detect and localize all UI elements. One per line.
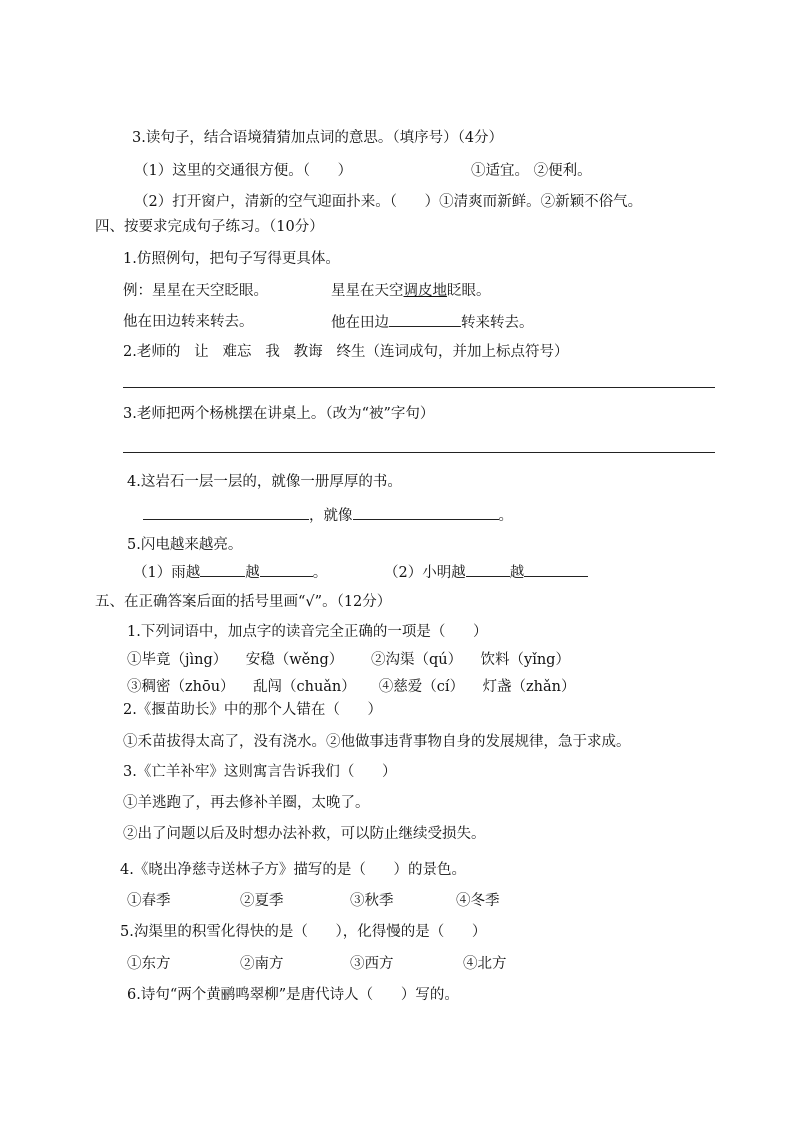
s4-q5-b: （2）小明越 越 <box>384 562 588 583</box>
s4-q2: 2.老师的 让 难忘 我 教诲 终生（连词成句，并加上标点符号） <box>123 344 569 360</box>
s4-q3-answer-line[interactable] <box>123 452 715 453</box>
q3-sentence-2: （2）打开窗户，清新的空气迎面扑来。（ ）①清爽而新鲜。②新颖不俗气。 <box>134 194 643 210</box>
s5-q5-option-1: ①东方 <box>127 956 171 972</box>
s4-q4: 4.这岩石一层一层的，就像一册厚厚的书。 <box>127 474 402 490</box>
s5-q3: 3.《亡羊补牢》这则寓言告诉我们（ ） <box>123 764 397 780</box>
s5-q1-options-row-2: ③稠密（zhōu） 乱闯（chuǎn） ④慈爱（cí） 灯盏（zhǎn） <box>127 679 576 695</box>
s4-example-d: 他在田边 转来转去。 <box>331 312 534 333</box>
s4-q4-blank-1[interactable] <box>143 505 309 520</box>
s4-q4-blanks: ，就像 。 <box>143 505 513 526</box>
section-4-heading: 四、按要求完成句子练习。（10分） <box>95 219 324 235</box>
q3-title: 3.读句子，结合语境猜猜加点词的意思。（填序号）（4分） <box>132 130 504 146</box>
s4-q5: 5.闪电越来越亮。 <box>127 537 243 553</box>
s4-example-a: 例：星星在天空眨眼。 <box>123 283 268 299</box>
s4-q5-a: （1）雨越 越 。 <box>133 562 327 583</box>
s4-q3: 3.老师把两个杨桃摆在讲桌上。（改为“被”字句） <box>123 406 435 422</box>
q3-sentence-1-options: ①适宜。 ②便利。 <box>471 163 592 179</box>
s5-q4-option-2: ②夏季 <box>240 893 284 909</box>
s5-q5-option-4: ④北方 <box>463 956 507 972</box>
s4-example-c: 他在田边转来转去。 <box>123 314 254 330</box>
s5-q1: 1.下列词语中，加点字的读音完全正确的一项是（ ） <box>127 624 488 640</box>
q3-sentence-1: （1）这里的交通很方便。（ ） <box>134 163 353 179</box>
s5-q3-option-b: ②出了问题以后及时想办法补救，可以防止继续受损失。 <box>123 826 486 842</box>
s5-q6: 6.诗句“两个黄鹂鸣翠柳”是唐代诗人（ ）写的。 <box>127 987 459 1003</box>
s5-q2: 2.《揠苗助长》中的那个人错在（ ） <box>123 702 382 718</box>
s5-q4: 4.《晓出净慈寺送林子方》描写的是（ ）的景色。 <box>120 862 466 878</box>
s4-q5-b-blank-2[interactable] <box>524 562 588 577</box>
section-5-heading: 五、在正确答案后面的括号里画“√”。（12分） <box>95 594 392 610</box>
s4-example-d-blank[interactable] <box>389 312 461 327</box>
s4-q5-a-blank-2[interactable] <box>260 562 313 577</box>
s5-q2-options: ①禾苗拔得太高了，没有浇水。②他做事违背事物自身的发展规律，急于求成。 <box>123 734 631 750</box>
s4-q2-answer-line[interactable] <box>123 387 715 388</box>
s4-example-b-underlined: 调皮地 <box>403 283 447 299</box>
s5-q4-option-3: ③秋季 <box>350 893 394 909</box>
s5-q5-option-3: ③西方 <box>350 956 394 972</box>
s4-q4-blank-2[interactable] <box>353 505 499 520</box>
s4-q5-a-blank-1[interactable] <box>200 562 245 577</box>
s5-q4-option-1: ①春季 <box>127 893 171 909</box>
s4-q5-b-blank-1[interactable] <box>466 562 510 577</box>
s5-q4-option-4: ④冬季 <box>456 893 500 909</box>
s4-q1-title: 1.仿照例句，把句子写得更具体。 <box>123 251 340 267</box>
s5-q5-option-2: ②南方 <box>240 956 284 972</box>
s4-example-b: 星星在天空调皮地眨眼。 <box>331 283 491 299</box>
s5-q3-option-a: ①羊逃跑了，再去修补羊圈，太晚了。 <box>123 795 370 811</box>
s5-q5: 5.沟渠里的积雪化得快的是（ ），化得慢的是（ ） <box>120 924 487 940</box>
s5-q1-options-row-1: ①毕竟（jìng） 安稳（wěng） ②沟渠（qú） 饮料（yǐng） <box>127 652 570 668</box>
